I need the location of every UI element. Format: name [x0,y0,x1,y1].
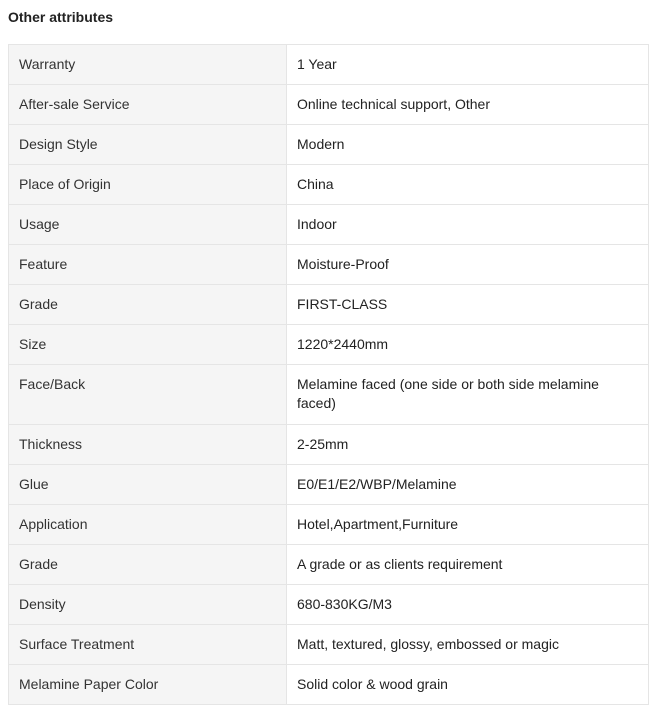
attribute-key: Density [9,585,287,625]
attribute-key: After-sale Service [9,85,287,125]
attribute-value: Melamine faced (one side or both side melamine faced) [287,365,649,425]
attribute-value: E0/E1/E2/WBP/Melamine [287,465,649,505]
attribute-value: Indoor [287,205,649,245]
attribute-key: Face/Back [9,365,287,425]
table-row [9,45,649,85]
attribute-key: Surface Treatment [9,625,287,665]
table-row [9,465,649,505]
attribute-key: Warranty [9,45,287,85]
section-title: Other attributes [8,9,114,25]
table-row [9,165,649,205]
table-row [9,585,649,625]
attribute-key: Melamine Paper Color [9,665,287,705]
attribute-value: Modern [287,125,649,165]
attribute-value: FIRST-CLASS [287,285,649,325]
attribute-value: Solid color & wood grain [287,665,649,705]
attribute-value: A grade or as clients requirement [287,545,649,585]
table-row [9,625,649,665]
attribute-key: Grade [9,545,287,585]
attribute-value: Matt, textured, glossy, embossed or magic [287,625,649,665]
table-row [9,665,649,705]
attribute-value: China [287,165,649,205]
table-row [9,325,649,365]
attribute-key: Application [9,505,287,545]
table-row [9,245,649,285]
attribute-value: Online technical support, Other [287,85,649,125]
table-row [9,505,649,545]
attribute-value: 2-25mm [287,425,649,465]
attribute-key: Usage [9,205,287,245]
attribute-key: Size [9,325,287,365]
table-row [9,125,649,165]
attribute-key: Place of Origin [9,165,287,205]
attribute-value: 1 Year [287,45,649,85]
attributes-table [8,44,649,705]
attribute-key: Grade [9,285,287,325]
table-row [9,85,649,125]
attribute-key: Glue [9,465,287,505]
table-row [9,545,649,585]
attribute-value: 1220*2440mm [287,325,649,365]
attribute-value: 680-830KG/M3 [287,585,649,625]
table-row [9,365,649,425]
attribute-value: Hotel,Apartment,Furniture [287,505,649,545]
table-row [9,205,649,245]
attribute-value: Moisture-Proof [287,245,649,285]
attribute-key: Design Style [9,125,287,165]
table-row [9,425,649,465]
attribute-key: Thickness [9,425,287,465]
table-row [9,285,649,325]
attribute-key: Feature [9,245,287,285]
